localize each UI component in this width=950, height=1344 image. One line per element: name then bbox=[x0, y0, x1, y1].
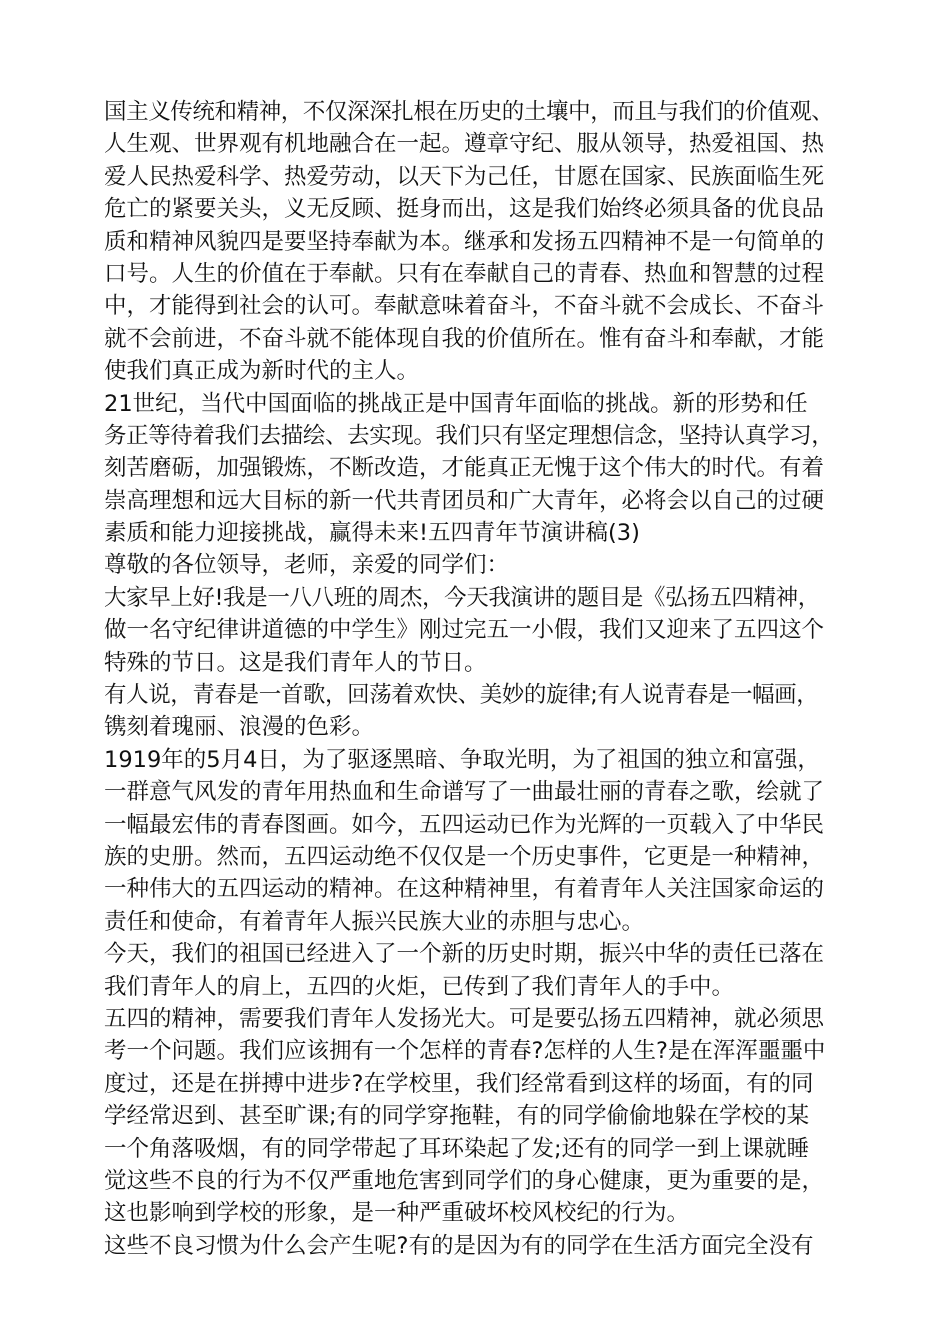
text-line: 中，才能得到社会的认可。奉献意味着奋斗，不奋斗就不会成长、不奋斗 bbox=[104, 293, 825, 320]
text-line: 尊敬的各位领导，老师，亲爱的同学们： bbox=[104, 552, 510, 579]
text-line: 这些不良习惯为什么会产生呢?有的是因为有的同学在生活方面完全没有 bbox=[104, 1232, 814, 1259]
text-line: 质和精神风貌四是要坚持奉献为本。继承和发扬五四精神不是一句简单的 bbox=[104, 228, 825, 255]
text-line: 爱人民热爱科学、热爱劳动，以天下为己任，甘愿在国家、民族面临生死 bbox=[104, 163, 825, 190]
text-line: 21世纪，当代中国面临的挑战正是中国青年面临的挑战。新的形势和任 bbox=[104, 390, 808, 417]
text-line: 一种伟大的五四运动的精神。在这种精神里，有着青年人关注国家命运的 bbox=[104, 876, 825, 903]
text-line: 口号。人生的价值在于奉献。只有在奉献自己的青春、热血和智慧的过程 bbox=[104, 260, 825, 287]
text-line: 度过，还是在拼搏中进步?在学校里，我们经常看到这样的场面，有的同 bbox=[104, 1070, 814, 1097]
text-line: 一个角落吸烟，有的同学带起了耳环染起了发;还有的同学一到上课就睡 bbox=[104, 1135, 810, 1162]
text-line: 镌刻着瑰丽、浪漫的色彩。 bbox=[104, 714, 375, 741]
text-line: 特殊的节日。这是我们青年人的节日。 bbox=[104, 649, 487, 676]
text-line: 族的史册。然而，五四运动绝不仅仅是一个历史事件，它更是一种精神， bbox=[104, 843, 825, 870]
text-line: 素质和能力迎接挑战，赢得未来!五四青年节演讲稿(3) bbox=[104, 520, 640, 547]
text-line: 就不会前进，不奋斗就不能体现自我的价值所在。惟有奋斗和奉献，才能 bbox=[104, 325, 825, 352]
text-line: 1919年的5月4日，为了驱逐黑暗、争取光明，为了祖国的独立和富强， bbox=[104, 746, 820, 773]
text-line: 国主义传统和精神，不仅深深扎根在历史的土壤中，而且与我们的价值观、 bbox=[104, 99, 834, 125]
text-line: 学经常迟到、甚至旷课;有的同学穿拖鞋，有的同学偷偷地躲在学校的某 bbox=[104, 1103, 810, 1130]
text-line: 这也影响到学校的形象，是一种严重破坏校风校纪的行为。 bbox=[104, 1200, 690, 1227]
text-line: 有人说，青春是一首歌，回荡着欢快、美妙的旋律;有人说青春是一幅画， bbox=[104, 682, 819, 709]
text-line: 务正等待着我们去描绘、去实现。我们只有坚定理想信念，坚持认真学习， bbox=[104, 422, 834, 449]
text-line: 责任和使命，有着青年人振兴民族大业的赤胆与忠心。 bbox=[104, 908, 645, 935]
text-line: 崇高理想和远大目标的新一代共青团员和广大青年，必将会以自己的过硬 bbox=[104, 487, 825, 514]
text-line: 我们青年人的肩上，五四的火炬，已传到了我们青年人的手中。 bbox=[104, 973, 735, 1000]
text-line: 使我们真正成为新时代的主人。 bbox=[104, 358, 420, 385]
text-line: 一群意气风发的青年用热血和生命谱写了一曲最壮丽的青春之歌，绘就了 bbox=[104, 779, 825, 806]
text-line: 人生观、世界观有机地融合在一起。遵章守纪、服从领导，热爱祖国、热 bbox=[104, 131, 825, 158]
text-line: 一幅最宏伟的青春图画。如今，五四运动已作为光辉的一页载入了中华民 bbox=[104, 811, 825, 838]
text-line: 大家早上好!我是一八八班的周杰，今天我演讲的题目是《弘扬五四精神， bbox=[104, 584, 820, 611]
text-line: 做一名守纪律讲道德的中学生》刚过完五一小假，我们又迎来了五四这个 bbox=[104, 617, 825, 644]
text-line: 今天，我们的祖国已经进入了一个新的历史时期，振兴中华的责任已落在 bbox=[104, 941, 825, 968]
text-line: 刻苦磨砺，加强锻炼，不断改造，才能真正无愧于这个伟大的时代。有着 bbox=[104, 455, 825, 482]
document-body bbox=[104, 96, 874, 1262]
text-line: 危亡的紧要关头，义无反顾、挺身而出，这是我们始终必须具备的优良品 bbox=[104, 196, 825, 223]
text-line: 五四的精神，需要我们青年人发扬光大。可是要弘扬五四精神，就必须思 bbox=[104, 1005, 825, 1032]
text-line: 觉这些不良的行为不仅严重地危害到同学们的身心健康，更为重要的是， bbox=[104, 1167, 825, 1194]
text-line: 考一个问题。我们应该拥有一个怎样的青春?怎样的人生?是在浑浑噩噩中 bbox=[104, 1038, 826, 1065]
